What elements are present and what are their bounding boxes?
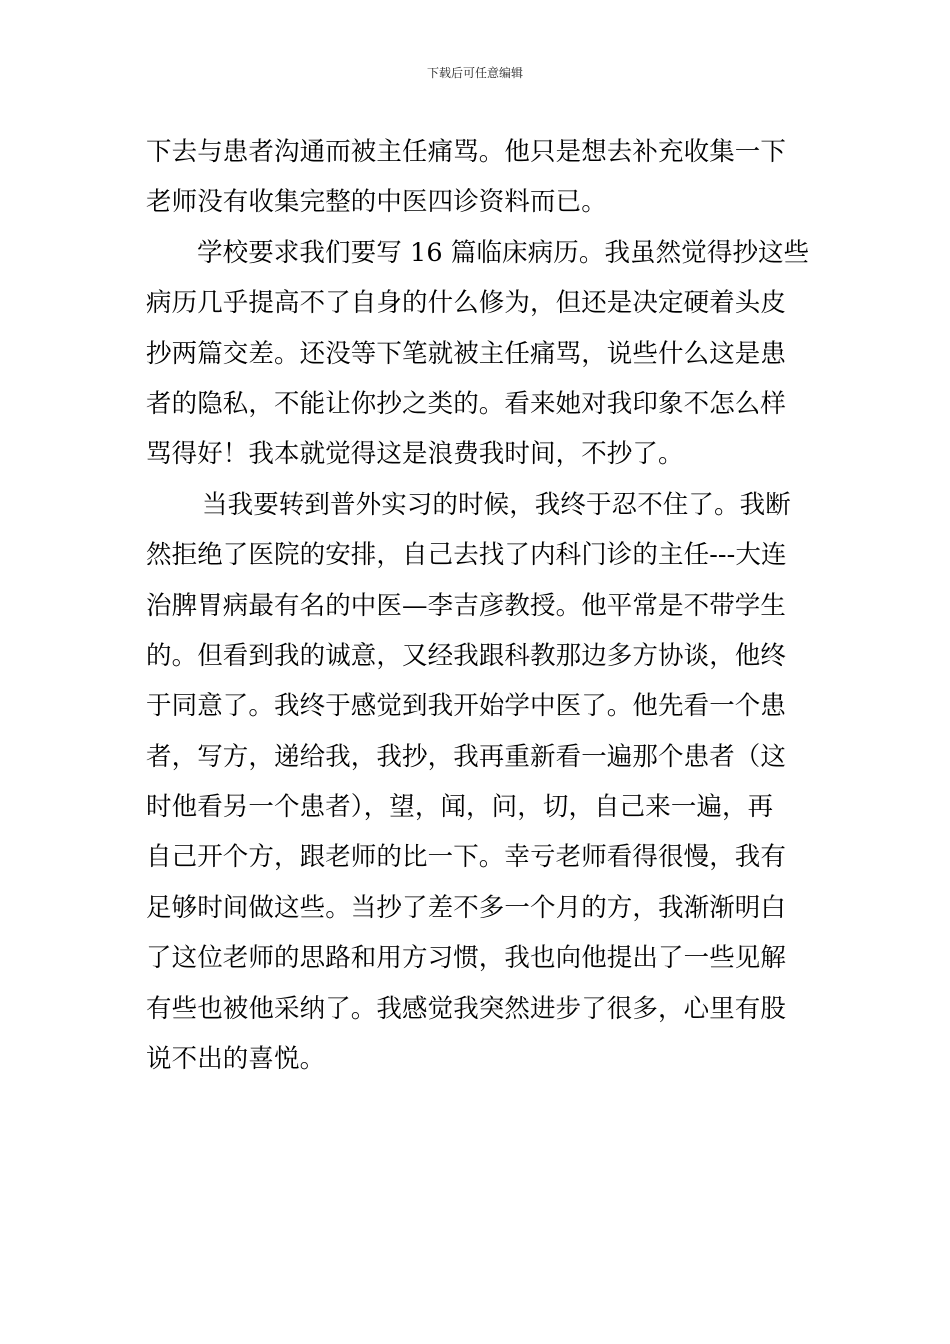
text-line: 了这位老师的思路和用方习惯，我也向他提出了一些见解	[146, 943, 787, 974]
text-line: 抄两篇交差。还没等下笔就被主任痛骂，说些什么这是患	[146, 338, 787, 369]
text-line: 的。但看到我的诚意，又经我跟科教那边多方协谈，他终	[146, 640, 787, 671]
text-line: 于同意了。我终于感觉到我开始学中医了。他先看一个患	[146, 691, 787, 722]
text-line: 自己开个方，跟老师的比一下。幸亏老师看得很慢，我有	[146, 842, 787, 873]
text-line: 足够时间做这些。当抄了差不多一个月的方，我渐渐明白	[146, 892, 787, 923]
text-line: 有些也被他采纳了。我感觉我突然进步了很多，心里有股	[146, 993, 787, 1024]
page-header: 下载后可任意编辑	[426, 66, 523, 80]
document-body	[146, 127, 816, 1084]
text-line: 者的隐私，不能让你抄之类的。看来她对我印象不怎么样	[146, 388, 787, 419]
text-line: 学校要求我们要写 16 篇临床病历。我虽然觉得抄这些	[197, 237, 810, 268]
text-line: 下去与患者沟通而被主任痛骂。他只是想去补充收集一下	[146, 137, 787, 167]
text-line: 说不出的喜悦。	[146, 1044, 326, 1075]
text-line: 时他看另一个患者），望，闻，问，切，自己来一遍，再	[146, 792, 774, 823]
text-line: 当我要转到普外实习的时候，我终于忍不住了。我断	[202, 489, 791, 520]
text-line: 病历几乎提高不了自身的什么修为，但还是决定硬着头皮	[146, 288, 787, 319]
text-line: 者，写方，递给我，我抄，我再重新看一遍那个患者（这	[146, 741, 787, 772]
text-line: 骂得好！我本就觉得这是浪费我时间，不抄了。	[146, 439, 684, 470]
text-line: 然拒绝了医院的安排，自己去找了内科门诊的主任---大连	[146, 540, 787, 571]
text-line: 治脾胃病最有名的中医—李吉彦教授。他平常是不带学生	[146, 590, 787, 621]
text-line: 老师没有收集完整的中医四诊资料而已。	[146, 187, 607, 218]
